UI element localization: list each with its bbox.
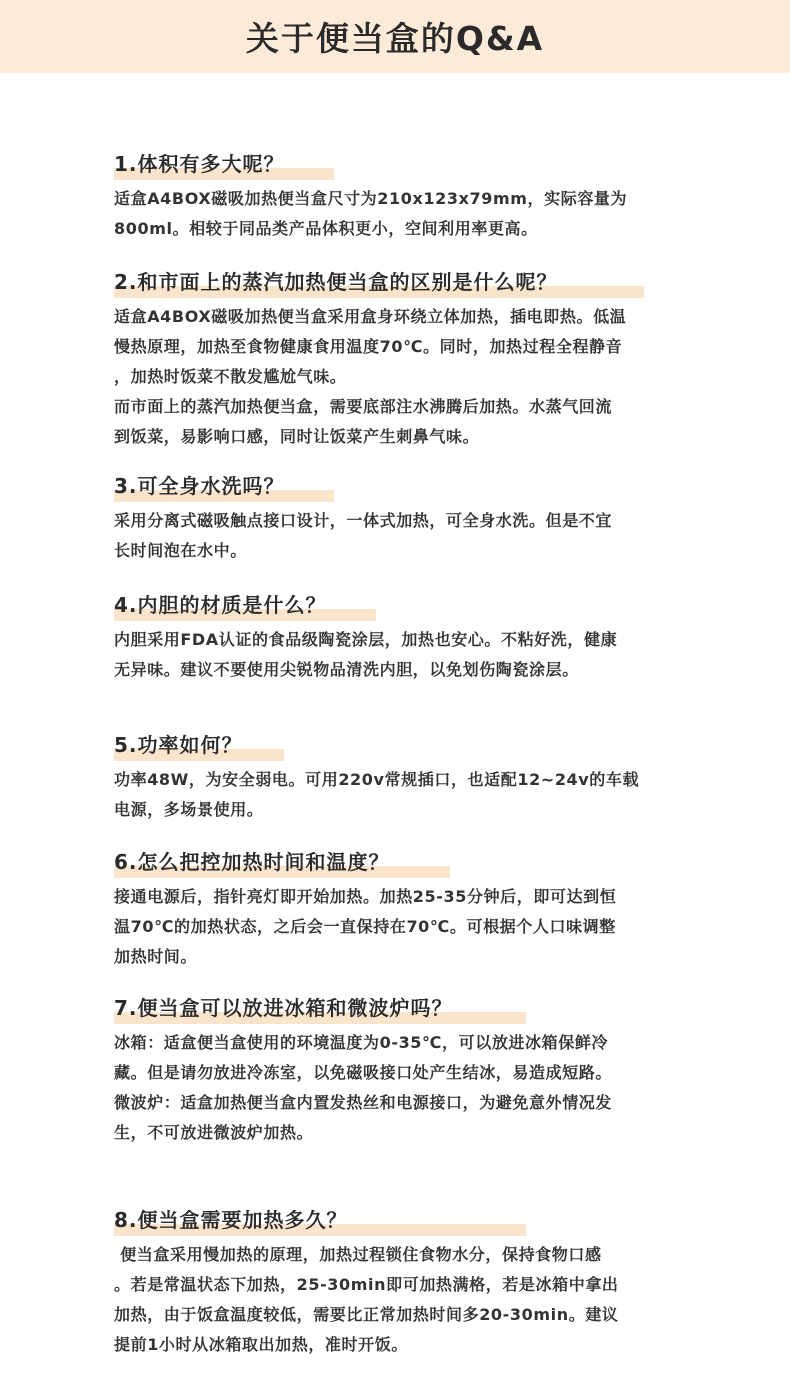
answer-1: 适盒A4BOX磁吸加热便当盒尺寸为210x123x79mm，实际容量为 800ml。相较于同品类产品体积更小，空间利用率更高。 [114,189,628,238]
qa-item-4 [114,591,714,685]
qa-item-3 [114,472,714,566]
question-8: 8.便当盒需要加热多久？ [114,1206,348,1234]
question-1: 1.体积有多大呢？ [114,150,285,178]
question-2: 2.和市面上的蒸汽加热便当盒的区别是什么呢？ [114,268,558,296]
answer-4: 内胆采用FDA认证的食品级陶瓷涂层，加热也安心。不粘好洗，健康 无异味。建议不要使用尖锐物品清洗内胆，以免划伤陶瓷涂层。 [114,630,618,679]
question-3: 3.可全身水洗吗？ [114,472,285,500]
answer-8: 便当盒采用慢加热的原理，加热过程锁住食物水分，保持食物口感 。若是常温状态下加热，25-30min即可加热满格，若是冰箱中拿出 加热，由于饭盒温度较低，需要比正常加热时间多20-30min。建议 提前1小时从冰箱取出加热，准时开饭。 [114,1245,619,1354]
page-title: 关于便当盒的Q&A [245,19,545,58]
answer-2: 适盒A4BOX磁吸加热便当盒采用盒身环绕立体加热，插电即热。低温 慢热原理，加热至食物健康食用温度70℃。同时，加热过程全程静音 ，加热时饭菜不散发尴尬气味。 而市面上的蒸汽加热便当盒，需要底部注水沸腾后加热。水蒸气回流 到饭菜，易影响口感，同时让饭菜产生刺鼻气味。 [114,307,627,446]
qa-item-8 [114,1206,714,1360]
answer-7: 冰箱：适盒便当盒使用的环境温度为0-35℃，可以放进冰箱保鲜冷 藏。但是请勿放进冷冻室，以免磁吸接口处产生结冰，易造成短路。 微波炉：适盒加热便当盒内置发热丝和电源接口，为避免意外情况发 生，不可放进微波炉加热。 [114,1033,613,1142]
question-4: 4.内胆的材质是什么？ [114,591,327,619]
answer-6: 接通电源后，指针亮灯即开始加热。加热25-35分钟后，即可达到恒 温70℃的加热状态，之后会一直保持在70℃。可根据个人口味调整 加热时间。 [114,887,617,966]
answer-3: 采用分离式磁吸触点接口设计，一体式加热，可全身水洗。但是不宜 长时间泡在水中。 [114,511,613,560]
question-7: 7.便当盒可以放进冰箱和微波炉吗？ [114,994,453,1022]
qa-item-5 [114,731,714,825]
question-6: 6.怎么把控加热时间和温度？ [114,848,390,876]
answer-5: 功率48W，为安全弱电。可用220v常规插口，也适配12~24v的车载 电源，多场景使用。 [114,770,640,819]
qa-item-6 [114,848,714,972]
qa-item-2 [114,268,714,452]
qa-item-7 [114,994,714,1148]
question-5: 5.功率如何？ [114,731,243,759]
page-header [0,0,790,73]
qa-item-1 [114,150,714,244]
